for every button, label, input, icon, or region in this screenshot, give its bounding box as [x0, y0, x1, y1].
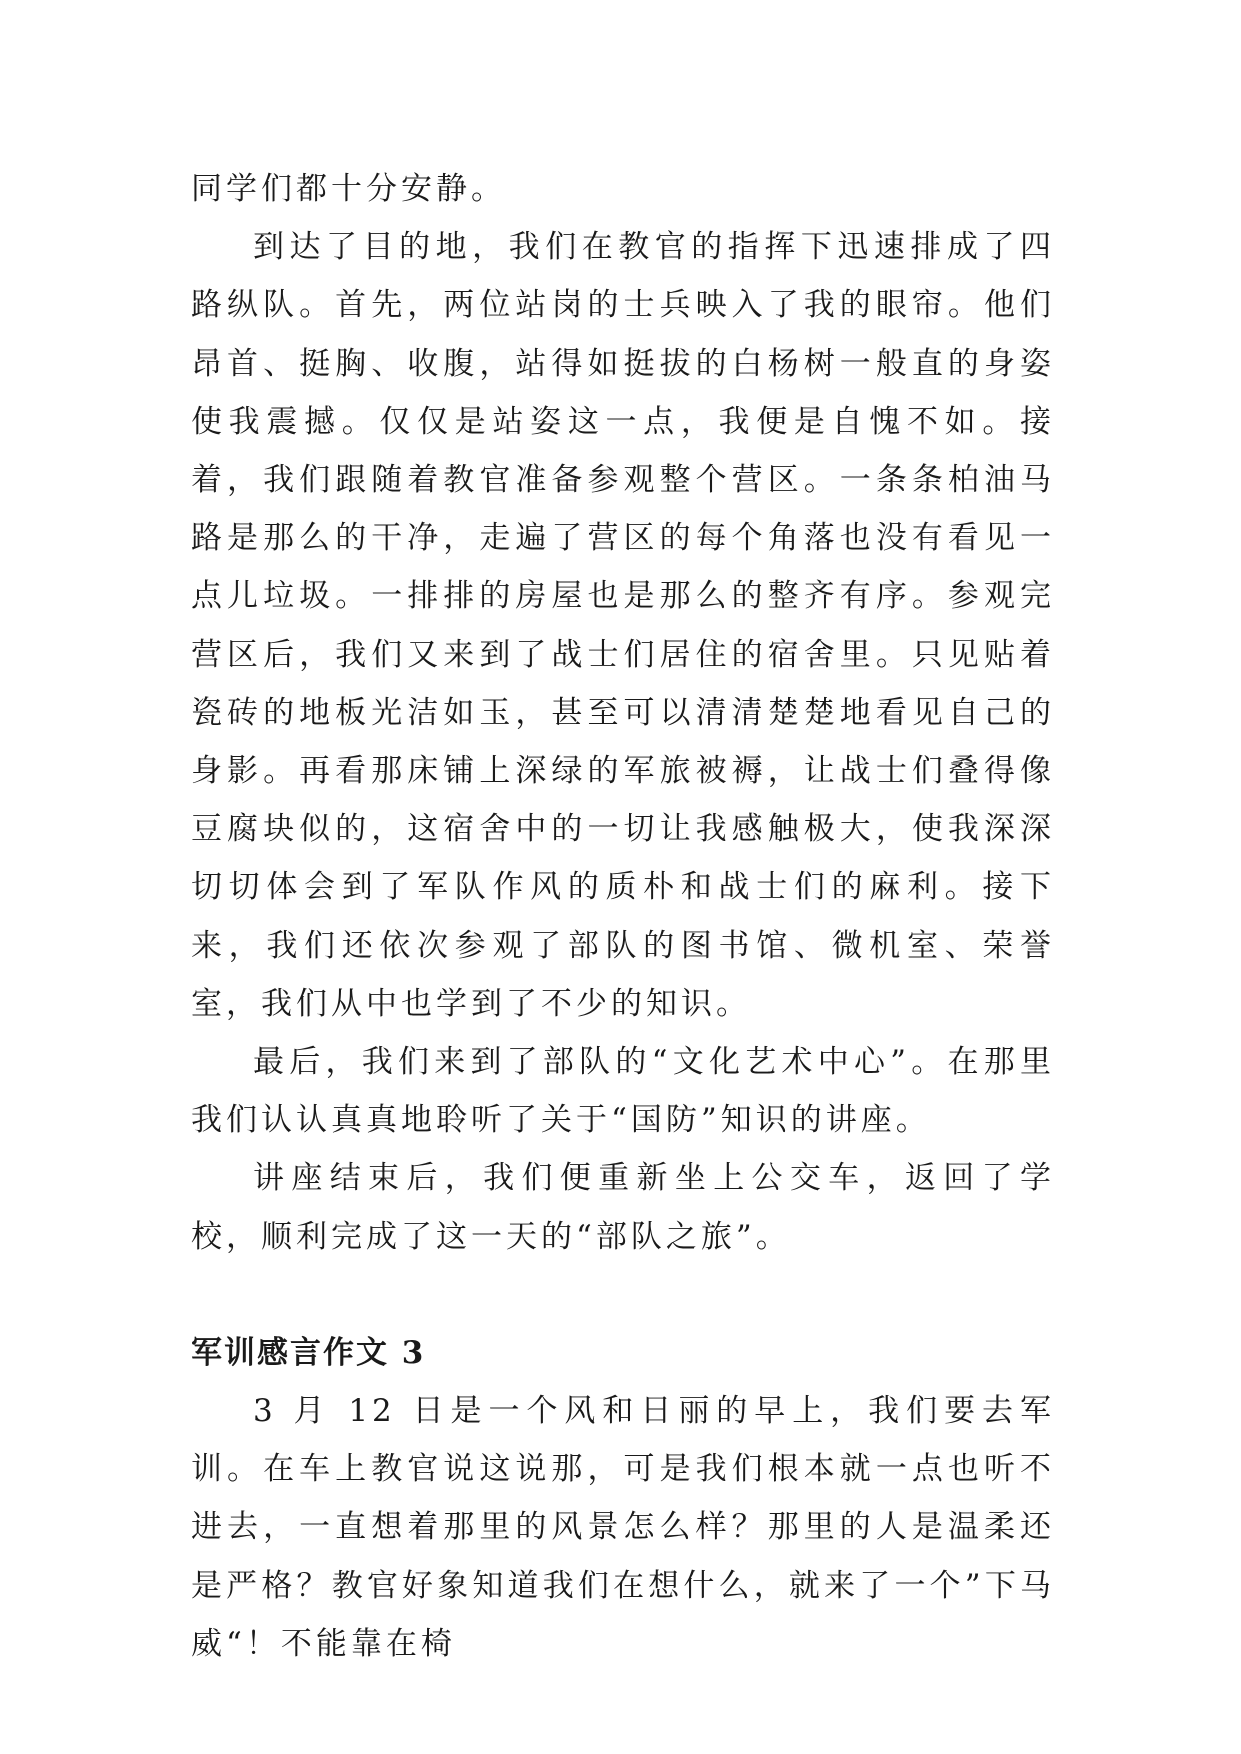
paragraph-5: 3 月 12 日是一个风和日丽的早上，我们要去军训。在车上教官说这说那，可是我们根本就一点也听不进去，一直想着那里的风景怎么样？那里的人是温柔还是严格？教官好象知道我们在想什么，就来了一个”下马威“！不能靠在椅	[191, 1393, 1055, 1662]
paragraph-1: 同学们都十分安静。	[191, 171, 506, 207]
paragraph-4: 讲座结束后，我们便重新坐上公交车，返回了学校，顺利完成了这一天的“部队之旅”。	[191, 1160, 1055, 1255]
paragraph-3: 最后，我们来到了部队的“文化艺术中心”。在那里我们认认真真地聆听了关于“国防”知识的讲座。	[191, 1044, 1055, 1139]
section-heading: 军训感言作文 3	[191, 1334, 426, 1371]
document-body	[191, 160, 1055, 1673]
paragraph-2: 到达了目的地，我们在教官的指挥下迅速排成了四路纵队。首先，两位站岗的士兵映入了我的眼帘。他们昂首、挺胸、收腹，站得如挺拔的白杨树一般直的身姿使我震撼。仅仅是站姿这一点，我便是自愧不如。接着，我们跟随着教官准备参观整个营区。一条条柏油马路是那么的干净，走遍了营区的每个角落也没有看见一点儿垃圾。一排排的房屋也是那么的整齐有序。参观完营区后，我们又来到了战士们居住的宿舍里。只见贴着瓷砖的地板光洁如玉，甚至可以清清楚楚地看见自己的身影。再看那床铺上深绿的军旅被褥，让战士们叠得像豆腐块似的，这宿舍中的一切让我感触极大，使我深深切切体会到了军队作风的质朴和战士们的麻利。接下来，我们还依次参观了部队的图书馆、微机室、荣誉室，我们从中也学到了不少的知识。	[191, 229, 1055, 1022]
section-spacer	[191, 1266, 1055, 1324]
